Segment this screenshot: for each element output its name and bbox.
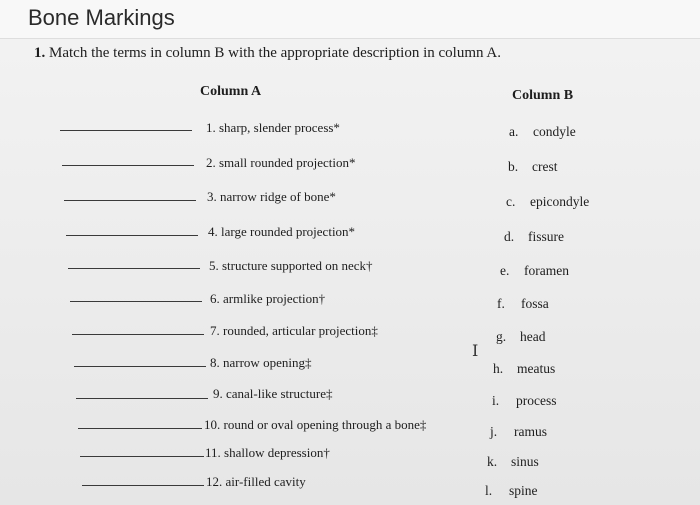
- description-item: [206, 120, 340, 136]
- description-item: [209, 258, 373, 274]
- description-text: air-filled cavity: [225, 474, 306, 489]
- term-text: meatus: [517, 361, 556, 376]
- question-text: Match the terms in column B with the appropriate description in column A.: [49, 45, 501, 61]
- answer-blank[interactable]: [60, 130, 192, 131]
- description-item: [210, 355, 311, 371]
- description-number: 3.: [207, 189, 217, 204]
- term-letter: b.: [508, 159, 519, 174]
- term-text: epicondyle: [530, 194, 590, 209]
- column-a-heading: Column A: [200, 84, 262, 99]
- term-item: [504, 229, 564, 245]
- description-number: 10.: [204, 417, 221, 432]
- term-text: ramus: [514, 424, 547, 439]
- description-item: [210, 323, 378, 339]
- answer-blank[interactable]: [62, 165, 194, 166]
- term-item: [497, 296, 549, 312]
- description-number: 4.: [208, 224, 218, 239]
- description-number: 11.: [205, 445, 221, 460]
- answer-blank[interactable]: [68, 268, 200, 269]
- description-text: large rounded projection*: [221, 224, 356, 239]
- term-letter: a.: [509, 124, 519, 139]
- answer-blank[interactable]: [78, 428, 202, 429]
- description-text: shallow depression†: [224, 445, 330, 460]
- term-letter: e.: [500, 263, 510, 278]
- description-item: [213, 386, 332, 402]
- term-letter: l.: [485, 483, 493, 498]
- answer-blank[interactable]: [76, 398, 208, 399]
- description-item: [204, 417, 426, 433]
- description-number: 9.: [213, 386, 223, 401]
- question-instruction: [34, 45, 501, 62]
- description-text: narrow ridge of bone*: [220, 189, 336, 204]
- answer-blank[interactable]: [70, 301, 202, 302]
- term-text: sinus: [511, 454, 539, 469]
- title-bar: [0, 0, 700, 39]
- description-item: [206, 474, 306, 490]
- description-item: [207, 189, 336, 205]
- description-text: small rounded projection*: [219, 155, 356, 170]
- description-item: [205, 445, 330, 461]
- term-letter: d.: [504, 229, 515, 244]
- description-number: 12.: [206, 474, 223, 489]
- term-letter: f.: [497, 296, 505, 311]
- term-text: spine: [509, 483, 538, 498]
- description-number: 1.: [206, 120, 216, 135]
- term-letter: i.: [492, 393, 500, 408]
- term-text: process: [516, 393, 557, 408]
- description-number: 8.: [210, 355, 220, 370]
- term-item: [487, 454, 539, 470]
- question-number: 1.: [34, 45, 46, 61]
- term-letter: h.: [493, 361, 504, 376]
- description-text: canal-like structure‡: [226, 386, 333, 401]
- term-text: fissure: [528, 229, 564, 244]
- answer-blank[interactable]: [74, 366, 206, 367]
- term-item: [485, 483, 538, 499]
- answer-blank[interactable]: [80, 456, 204, 457]
- term-item: [500, 263, 569, 279]
- term-text: foramen: [524, 263, 569, 278]
- description-item: [208, 224, 355, 240]
- page-title: Bone Markings: [28, 5, 175, 30]
- description-text: narrow opening‡: [223, 355, 312, 370]
- term-item: [506, 194, 589, 210]
- term-item: [496, 329, 545, 345]
- answer-blank[interactable]: [72, 334, 204, 335]
- description-text: structure supported on neck†: [222, 258, 373, 273]
- term-text: condyle: [533, 124, 576, 139]
- term-item: [508, 159, 557, 175]
- description-number: 2.: [206, 155, 216, 170]
- answer-blank[interactable]: [66, 235, 198, 236]
- description-text: rounded, articular projection‡: [223, 323, 378, 338]
- term-text: fossa: [521, 296, 549, 311]
- term-text: head: [520, 329, 546, 344]
- answer-blank[interactable]: [82, 485, 204, 486]
- term-item: [492, 393, 557, 409]
- term-item: [490, 424, 547, 440]
- term-item: [493, 361, 555, 377]
- text-cursor-icon: I: [472, 341, 479, 360]
- description-number: 5.: [209, 258, 219, 273]
- term-letter: k.: [487, 454, 498, 469]
- description-text: armlike projection†: [223, 291, 326, 306]
- description-text: round or oval opening through a bone‡: [223, 417, 427, 432]
- term-letter: g.: [496, 329, 507, 344]
- term-item: [509, 124, 576, 140]
- description-item: [210, 291, 325, 307]
- term-letter: c.: [506, 194, 516, 209]
- description-text: sharp, slender process*: [219, 120, 340, 135]
- term-text: crest: [532, 159, 558, 174]
- description-number: 7.: [210, 323, 220, 338]
- answer-blank[interactable]: [64, 200, 196, 201]
- description-number: 6.: [210, 291, 220, 306]
- term-letter: j.: [490, 424, 498, 439]
- description-item: [206, 155, 355, 171]
- column-b-heading: Column B: [512, 88, 574, 103]
